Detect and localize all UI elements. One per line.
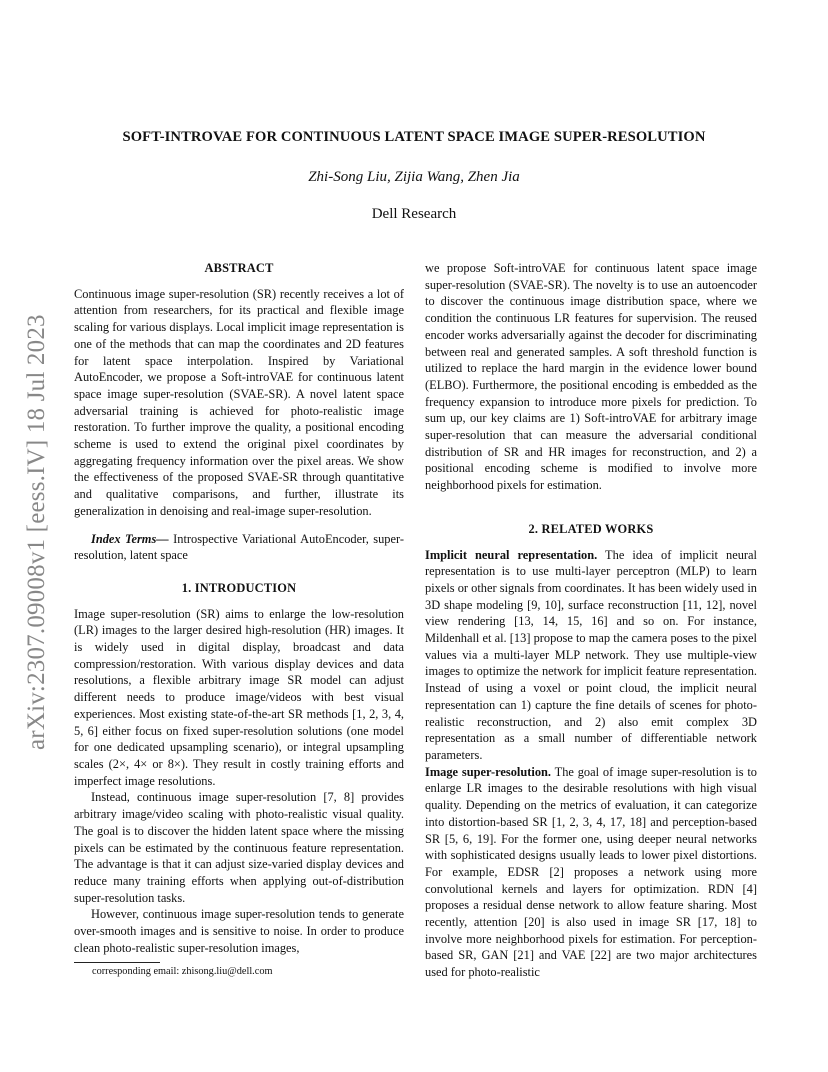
implicit-representation-label: Implicit neural representation. — [425, 547, 598, 562]
implicit-representation-paragraph — [425, 547, 757, 764]
implicit-representation-text: The idea of implicit neural representation is to use multi-layer perceptron (MLP) to learn pixels or other signals from coordinates. It has been widely used in 3D shape modeling [9, 10], surface reconstruction [11, 12], novel view rendering [13, 14, 15, 16] and so on. For instance, Mildenhall et al. [13] propose to map the camera poses to the pixel values via a multi-layer MLP network. They use multiple-view images to optimize the network for implicit feature representation. Instead of using a voxel or point cloud, the implicit neural representation can 1) capture the fine details of scenes for photo-realistic reconstruction, and 2) also emit complex 3D representation as a small number of differentiable network parameters. — [425, 547, 757, 762]
introduction-paragraph-3: However, continuous image super-resolution tends to generate over-smooth images and is sensitive to noise. In order to produce clean photo-realistic super-resolution images, — [74, 907, 404, 955]
abstract-text: Continuous image super-resolution (SR) recently receives a lot of attention from researchers, for its practical and flexible image scaling for various displays. Local implicit image representation is one of the methods that can map the coordinates and 2D features for latent space interpolation. Inspired by Variational AutoEncoder, we propose a Soft-introVAE for continuous latent space image super-resolution (SVAE-SR). A novel latent space adversarial training is achieved for photo-realistic image restoration. To further improve the quality, a positional encoding scheme is used to extend the original pixel coordinates by aggregating frequency information over the pixel areas. We show the effectiveness of the proposed SVAE-SR through quantitative and qualitative comparisons, and further, illustrate its generalization in denoising and real-image super-resolution. — [74, 286, 404, 518]
left-column — [74, 260, 404, 956]
introduction-paragraph-3-continued: we propose Soft-introVAE for continuous latent space image super-resolution (SVAE-SR). The novelty is to use an autoencoder to discover the continuous image distribution space, where we condition the continuous LR features for supervision. The reused encoder works adversarially against the decoder for discriminating between real and generated samples. A soft threshold function is utilized to replace the hard margin in the evidence lower bound (ELBO). Furthermore, the positional encoding is embedded as the frequency expansion to introduce more pixels for prediction. To sum up, our key claims are 1) Soft-introVAE for arbitrary image super-resolution that can measure the adversarial conditional distribution of SR and HR images for reconstruction, and 2) a positional encoding scheme is modified to involve more neighborhood pixels for estimation. — [425, 261, 757, 493]
image-sr-label: Image super-resolution. — [425, 764, 552, 779]
image-sr-text: The goal of image super-resolution is to enlarge LR images to the desirable resolutions with high visual quality. Depending on the metrics of evaluation, it can categorize into distortion-based SR [1, 2, 3, 4, 17, 18] and perception-based SR [5, 6, 19]. For the former one, using deeper neural networks with sophisticated designs usually leads to lower pixel distortions. For example, EDSR [2] proposes a network using more convolutional kernels and layers for optimization. RDN [4] proposes a residual dense network to allow feature sharing. Most recently, attention [20] is also used in image SR [17, 18] to involve more neighborhood pixels for estimation. For perception-based SR, GAN [21] and VAE [22] are two major architectures used for photo-realistic — [425, 764, 757, 980]
footnote: corresponding email: zhisong.liu@dell.com — [92, 966, 273, 977]
index-terms-label: Index Terms— — [91, 531, 169, 546]
image-sr-paragraph — [425, 764, 757, 981]
paper-authors: Zhi-Song Liu, Zijia Wang, Zhen Jia — [308, 169, 520, 185]
introduction-heading: 1. INTRODUCTION — [181, 580, 297, 595]
introduction-paragraph-2: Instead, continuous image super-resolution [7, 8] provides arbitrary image/video scaling with photo-realistic visual quality. The goal is to discover the hidden latent space where the missing pixels can be estimated by the continuous feature representation. The advantage is that it can adjust size-varied display devices and reduce many training efforts when applying out-of-distribution super-resolution tasks. — [74, 790, 404, 905]
introduction-paragraph-1: Image super-resolution (SR) aims to enlarge the low-resolution (LR) images to the larger desired high-resolution (HR) images. It is widely used in digital display, broadcast and data compression/restoration. With various display devices and data resolutions, a flexible arbitrary image SR model can adjust different needs to produce image/videos with best visual experiences. Most existing state-of-the-art SR methods [1, 2, 3, 4, 5, 6] either focus on fixed super-resolution solutions (one model for one dedicated upsampling scenario), or integral upsampling scales (2×, 4× or 8×). They result in costly training efforts and imperfect image resolutions. — [74, 606, 404, 788]
related-works-heading: 2. RELATED WORKS — [528, 521, 654, 536]
footnote-rule — [74, 962, 160, 963]
abstract-heading: ABSTRACT — [204, 261, 274, 275]
index-terms-text: Introspective Variational AutoEncoder, super-resolution, latent space — [74, 531, 404, 563]
right-column — [425, 260, 757, 981]
arxiv-identifier: arXiv:2307.09008v1 [eess.IV] 18 Jul 2023 — [23, 314, 50, 750]
paper-title: SOFT-INTROVAE FOR CONTINUOUS LATENT SPACE IMAGE SUPER-RESOLUTION — [122, 129, 706, 145]
index-terms — [74, 531, 404, 564]
paper-affiliation: Dell Research — [371, 206, 457, 222]
